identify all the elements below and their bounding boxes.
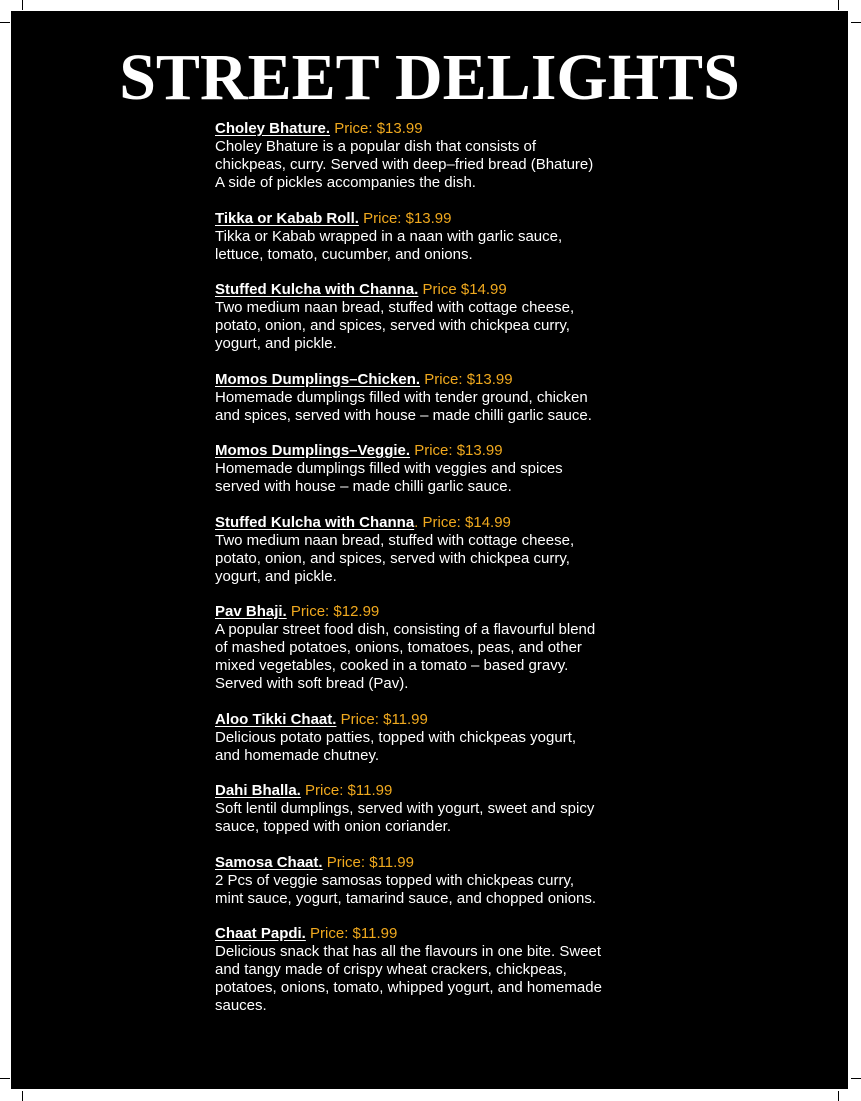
menu-item-header xyxy=(215,371,655,389)
menu-item-header xyxy=(215,442,655,460)
menu-item-price: . Price: $14.99 xyxy=(414,513,511,531)
menu-item-name: Chaat Papdi. xyxy=(215,925,306,942)
menu-list xyxy=(215,120,655,1033)
menu-item-name: Aloo Tikki Chaat. xyxy=(215,710,337,728)
menu-item-description: Two medium naan bread, stuffed with cottage cheese, potato, onion, and spices, served with chickpea curry, yogurt, and pickle. xyxy=(215,299,575,352)
crop-mark xyxy=(838,1091,839,1101)
menu-item-description: Delicious snack that has all the flavours in one bite. Sweet and tangy made of crispy wheat crackers, chickpeas, potatoes, onions, tomato, whipped yogurt, and homemade sauces. xyxy=(215,943,602,1014)
menu-item xyxy=(215,120,655,192)
menu-item-header xyxy=(215,210,655,228)
menu-item-name: Stuffed Kulcha with Channa xyxy=(215,513,415,531)
menu-item xyxy=(215,925,655,1015)
menu-item-description: Homemade dumplings filled with veggies and spices served with house – made chilli garlic sauce. xyxy=(215,460,563,495)
crop-mark xyxy=(0,1078,10,1079)
menu-item xyxy=(215,782,655,836)
menu-item-header xyxy=(215,925,655,943)
menu-item xyxy=(215,854,655,908)
menu-item-name: Dahi Bhalla. xyxy=(215,782,301,799)
crop-mark xyxy=(22,1091,23,1101)
menu-item-description: Tikka or Kabab wrapped in a naan with garlic sauce, lettuce, tomato, cucumber, and onions. xyxy=(215,227,563,263)
menu-item-name: Momos Dumplings–Chicken. xyxy=(215,370,421,388)
menu-item-price: Price: $13.99 xyxy=(420,370,513,388)
menu-item-header xyxy=(215,711,655,729)
menu-item xyxy=(215,210,655,264)
menu-item-price: Price: $11.99 xyxy=(300,782,393,799)
menu-item-price: Price: $11.99 xyxy=(305,925,398,942)
menu-item-header xyxy=(215,603,655,621)
crop-mark xyxy=(0,22,10,23)
menu-item xyxy=(215,514,655,586)
menu-item-name: Pav Bhaji. xyxy=(215,603,287,620)
menu-item-price: Price: $11.99 xyxy=(336,710,428,728)
crop-mark xyxy=(851,22,861,23)
menu-item-description: 2 Pcs of veggie samosas topped with chickpeas curry, mint sauce, yogurt, tamarind sauce, and chopped onions. xyxy=(215,871,597,907)
menu-item-header xyxy=(215,281,655,299)
menu-item-price: Price: $13.99 xyxy=(410,442,503,459)
menu-item xyxy=(215,711,655,765)
crop-mark xyxy=(838,0,839,10)
menu-item xyxy=(215,371,655,425)
menu-item-description: Soft lentil dumplings, served with yogurt, sweet and spicy sauce, topped with onion coriander. xyxy=(215,800,595,835)
menu-item-header xyxy=(215,120,655,138)
crop-mark xyxy=(22,0,23,10)
page-title: STREET DELIGHTS xyxy=(119,41,740,114)
menu-item-name: Tikka or Kabab Roll. xyxy=(215,209,359,227)
crop-mark xyxy=(851,1078,861,1079)
menu-item-description: Two medium naan bread, stuffed with cottage cheese, potato, onion, and spices, served with chickpea curry, yogurt, and pickle. xyxy=(215,531,575,585)
menu-item-name: Momos Dumplings–Veggie. xyxy=(215,442,411,459)
menu-item-price: Price $14.99 xyxy=(418,281,507,298)
menu-item xyxy=(215,442,655,496)
menu-item-description: Delicious potato patties, topped with chickpeas yogurt, and homemade chutney. xyxy=(215,728,577,764)
menu-item-header xyxy=(215,854,655,872)
menu-item-name: Samosa Chaat. xyxy=(215,853,323,871)
menu-item xyxy=(215,603,655,693)
menu-item-description: A popular street food dish, consisting of a flavourful blend of mashed potatoes, onions, tomatoes, peas, and other mixed vegetables, cooked in a tomato – based gravy. Served with soft bread (Pav). xyxy=(215,621,596,692)
menu-item-header xyxy=(215,514,655,532)
menu-item-price: Price: $11.99 xyxy=(322,853,414,871)
menu-item-header xyxy=(215,782,655,800)
menu-item xyxy=(215,281,655,353)
menu-item-name: Stuffed Kulcha with Channa. xyxy=(215,281,419,298)
menu-item-price: Price: $13.99 xyxy=(330,120,423,137)
menu-page xyxy=(11,11,848,1089)
menu-item-price: Price: $13.99 xyxy=(358,209,452,227)
menu-item-price: Price: $12.99 xyxy=(286,603,380,620)
menu-item-name: Choley Bhature. xyxy=(215,120,331,137)
menu-item-description: Homemade dumplings filled with tender ground, chicken and spices, served with house – made chilli garlic sauce. xyxy=(215,388,592,424)
menu-item-description: Choley Bhature is a popular dish that consists of chickpeas, curry. Served with deep–fried bread (Bhature) A side of pickles accompanies the dish. xyxy=(215,138,594,191)
